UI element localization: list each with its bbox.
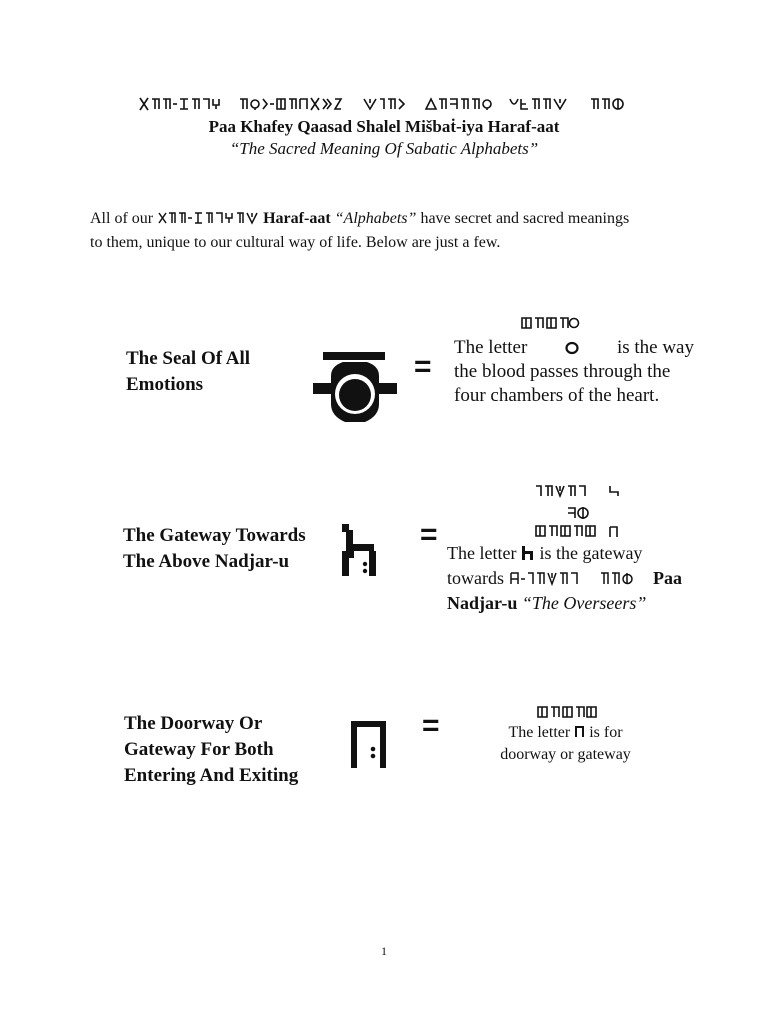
section-doorway-letter-suffix: is for [589, 724, 623, 741]
section-seal-equals: = [414, 350, 432, 383]
seal-emblem-icon [313, 350, 397, 424]
page-number: 1 [381, 944, 387, 958]
section-doorway-letter-prefix: The letter [508, 724, 571, 741]
intro-gloss: “Alphabets” [334, 210, 417, 227]
section-gateway-letter-suffix: is the gateway [539, 543, 643, 563]
section-gateway-inline-script [509, 571, 649, 586]
section-gateway-nadjar: Nadjar-u [447, 593, 518, 613]
header-script-line [138, 96, 632, 112]
intro-text-after-gloss: have secret and sacred meanings [420, 210, 630, 227]
section-gateway-overseers: “The Overseers” [521, 593, 647, 613]
section-seal-description [454, 336, 694, 408]
section-seal-desc-line3: four chambers of the heart. [454, 385, 660, 406]
gateway-glyph-icon [342, 524, 380, 578]
intro-script-word [157, 211, 259, 225]
section-gateway-towards: towards [447, 568, 504, 588]
section-gateway-description [447, 541, 717, 616]
doorway-glyph-icon [349, 719, 389, 769]
section-seal-letter-suffix: is the way [616, 337, 694, 358]
intro-paragraph [90, 207, 690, 255]
section-doorway-equals: = [422, 709, 440, 742]
intro-term: Haraf-aat [263, 210, 331, 227]
page-title: Paa Khafey Qaasad Shalel Mišbaṫ-iya Haraf-aat [208, 117, 560, 136]
section-gateway-paa: Paa [653, 568, 682, 588]
page-subtitle: “The Sacred Meaning Of Sabatic Alphabets” [229, 139, 539, 158]
section-gateway-title: The Gateway Towards The Above Nadjar-u [123, 525, 306, 572]
doorway-letter-glyph-icon [574, 725, 585, 738]
letter-o-glyph-icon [564, 341, 580, 355]
intro-prefix: All of our [90, 210, 154, 227]
section-gateway-script-heading [534, 482, 624, 540]
intro-line2: to them, unique to our cultural way of life. Below are just a few. [90, 234, 501, 251]
section-gateway-equals: = [420, 518, 438, 551]
section-doorway-script-word [536, 705, 598, 719]
section-seal-title: The Seal Of All Emotions [126, 348, 251, 395]
section-doorway-title: The Doorway Or Gateway For Both Entering And Exiting [124, 713, 299, 786]
section-doorway-desc-line2: doorway or gateway [500, 746, 631, 763]
section-seal-script-word [520, 316, 580, 330]
section-doorway-description [478, 722, 653, 766]
section-seal-desc-line2: the blood passes through the [454, 361, 671, 382]
section-seal-letter-prefix: The letter [454, 337, 528, 358]
section-gateway-letter-prefix: The letter [447, 543, 517, 563]
gateway-letter-glyph-icon [521, 545, 535, 561]
